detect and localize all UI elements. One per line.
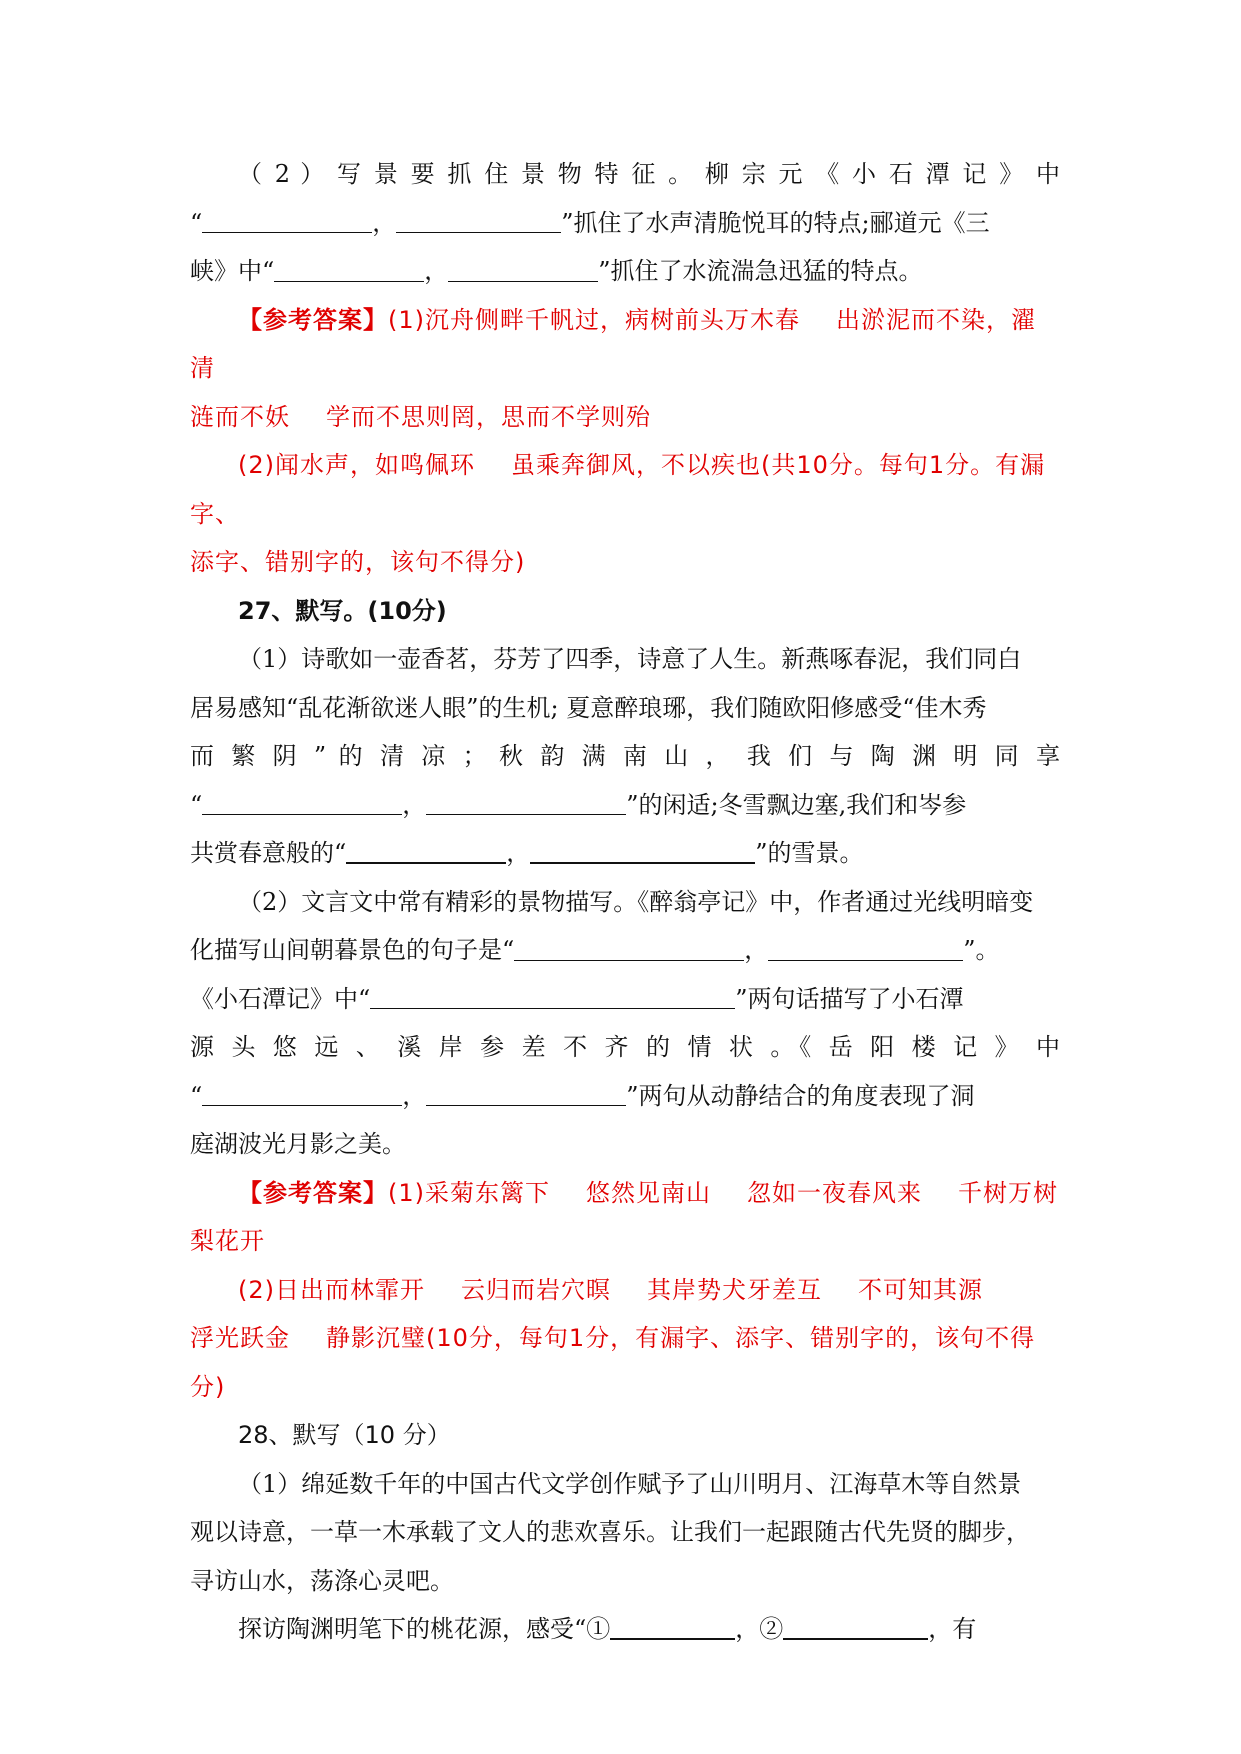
answer-text: 千树万树 [958, 1178, 1058, 1207]
q27-heading: 27、默写。(10分) [238, 596, 447, 625]
q27-answer-line5: 分) [190, 1372, 226, 1401]
q28-line4 [190, 1605, 1060, 1654]
question-text: ”抓住了水声清脆悦耳的特点;郦道元《三 [561, 208, 990, 237]
comma: ， [744, 936, 769, 964]
q27-answer-line2: 梨花开 [190, 1227, 265, 1255]
fill-blank[interactable] [783, 1614, 928, 1640]
question-text: 化描写山间朝暮景色的句子是“ [190, 936, 515, 964]
q26-part2-text: （ 2 ） 写 景 要 抓 住 景 物 特 征 。 柳 宗 元 《 小 石 潭 记 》 中 [238, 160, 1060, 188]
question-text: 《小石潭记》中“ [190, 984, 371, 1013]
question-text: ”两句从动静结合的角度表现了洞 [626, 1081, 975, 1110]
q27-part2-line6: 庭湖波光月影之美。 [190, 1130, 406, 1158]
q27-part2-line5 [190, 1072, 1060, 1121]
answer-label: 【参考答案】 [238, 1178, 388, 1207]
question-text: ，有 [928, 1615, 977, 1643]
q26-part2-line3 [190, 247, 1060, 296]
fill-blank[interactable] [610, 1614, 735, 1640]
comma: ， [506, 839, 531, 867]
comma: ， [372, 208, 397, 237]
q27-answer-line3 [190, 1266, 1060, 1315]
q26-part2-line1 [190, 150, 1060, 199]
fill-blank[interactable] [346, 838, 506, 864]
answer-text: (2)日出而林霏开 [238, 1275, 425, 1304]
q28-line3: 寻访山水，荡涤心灵吧。 [190, 1566, 454, 1595]
comma: ， [402, 790, 427, 819]
q27-part2-line4: 源 头 悠 远 、 溪 岸 参 差 不 齐 的 情 状 。《 岳 阳 楼 记 》 中 [190, 1033, 1060, 1061]
q26-answer-line2 [190, 393, 1060, 442]
q28-heading: 28、默写（10 分） [238, 1421, 451, 1449]
comma: ， [402, 1081, 427, 1110]
fill-blank[interactable] [202, 790, 402, 815]
open-quote: “ [190, 1081, 203, 1110]
question-text: ，② [735, 1615, 784, 1643]
fill-blank[interactable] [202, 208, 372, 233]
fill-blank[interactable] [274, 257, 424, 282]
fill-blank[interactable] [448, 257, 598, 282]
comma: ， [424, 257, 449, 285]
answer-text: 学而不思则罔，思而不学则殆 [326, 402, 651, 431]
open-quote: “ [190, 208, 203, 237]
answer-text: 添字、错别字的，该句不得分) [190, 548, 526, 576]
q27-part1-line2: 居易感知“乱花渐欲迷人眼”的生机; 夏意醉琅琊，我们随欧阳修感受“佳木秀 [190, 693, 987, 722]
answer-text: 虽乘奔御风，不以疾也(共10分。每句1分。有漏字、 [190, 451, 1046, 528]
q28-line1: （1）绵延数千年的中国古代文学创作赋予了山川明月、江海草木等自然景 [238, 1469, 1022, 1498]
q27-part1-line5 [190, 829, 1060, 878]
fill-blank[interactable] [530, 838, 755, 864]
answer-label: 【参考答案】 [238, 305, 388, 334]
question-text: ”抓住了水流湍急迅猛的特点。 [598, 257, 923, 285]
answer-text: (1)采菊东篱下 [388, 1178, 550, 1207]
answer-text: (1)沉舟侧畔千帆过，病树前头万木春 [388, 305, 800, 334]
fill-blank[interactable] [426, 790, 626, 815]
q27-part1-line1: （1）诗歌如一壶香茗，芬芳了四季，诗意了人生。新燕啄春泥，我们同白 [238, 645, 1022, 673]
fill-blank[interactable] [396, 208, 561, 233]
answer-text: 云归而岩穴暝 [461, 1275, 611, 1304]
q26-answer-line3 [190, 441, 1060, 538]
question-text: 探访陶渊明笔下的桃花源，感受“① [238, 1615, 611, 1643]
answer-text: 其岸势犬牙差互 [647, 1275, 822, 1304]
question-text: ”两句话描写了小石潭 [735, 984, 964, 1013]
answer-text: 静影沉璧(10分，每句1分，有漏字、添字、错别字的，该句不得 [326, 1324, 1036, 1352]
answer-text: 悠然见南山 [586, 1178, 711, 1207]
fill-blank[interactable] [768, 936, 963, 961]
q27-part2-line3 [190, 975, 1060, 1024]
q27-answer-line4 [190, 1314, 1060, 1363]
q27-answer-line1 [190, 1169, 1060, 1218]
q27-part2-line1: （2）文言文中常有精彩的景物描写。《醉翁亭记》中，作者通过光线明暗变 [238, 887, 1034, 916]
q26-part2-line2 [190, 199, 1060, 248]
answer-text: 不可知其源 [858, 1275, 983, 1304]
q27-part2-line2 [190, 926, 1060, 975]
answer-text: 浮光跃金 [190, 1324, 290, 1352]
q27-part1-line4 [190, 781, 1060, 830]
question-text: 共赏春意般的“ [190, 839, 347, 867]
answer-text: 涟而不妖 [190, 402, 290, 431]
question-text: ”的雪景。 [755, 839, 864, 867]
fill-blank[interactable] [370, 984, 735, 1009]
answer-text: (2)闻水声，如鸣佩环 [238, 451, 475, 479]
q28-line2: 观以诗意，一草一木承载了文人的悲欢喜乐。让我们一起跟随古代先贤的脚步， [190, 1518, 1030, 1546]
question-text: 峡》中“ [190, 257, 275, 285]
fill-blank[interactable] [426, 1081, 626, 1106]
fill-blank[interactable] [202, 1081, 402, 1106]
question-text: ”的闲适;冬雪飘边塞,我们和岑参 [626, 790, 967, 819]
answer-text: 出淤泥而不染，濯清 [190, 305, 1036, 382]
open-quote: “ [190, 790, 203, 819]
document-body [190, 150, 1060, 1654]
fill-blank[interactable] [514, 936, 744, 961]
q26-answer-line1 [190, 296, 1060, 393]
answer-text: 忽如一夜春风来 [747, 1178, 922, 1207]
q27-part1-line3: 而 繁 阴 ” 的 清 凉 ； 秋 韵 满 南 山 ， 我 们 与 陶 渊 明 同 享 [190, 742, 1060, 770]
q26-answer-line4 [190, 538, 1060, 587]
question-text: ”。 [963, 936, 1000, 964]
